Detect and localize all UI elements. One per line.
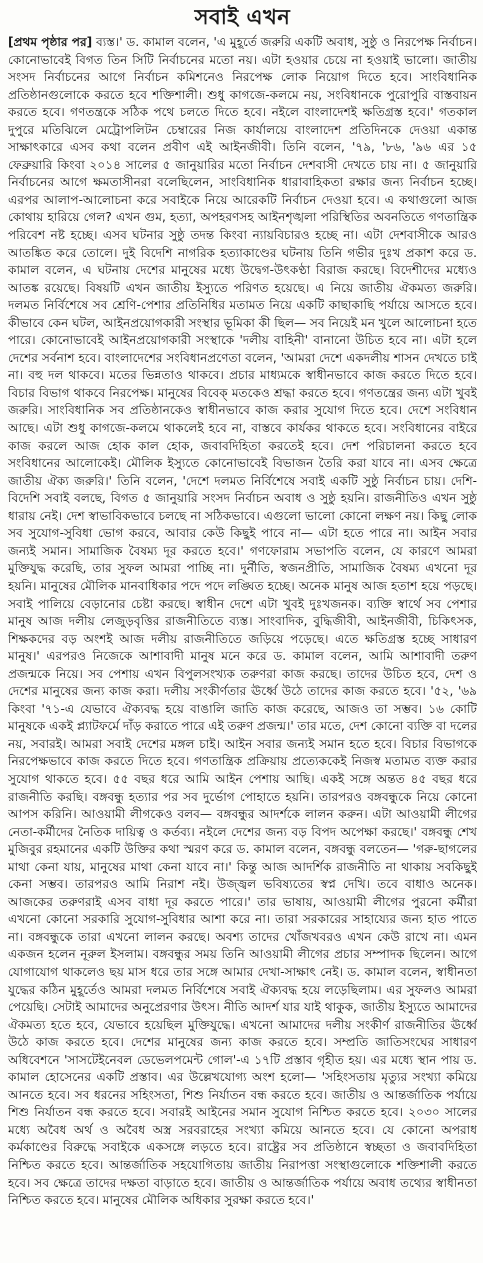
continued-tag: [প্রথম পৃষ্ঠার পর] (8, 35, 93, 49)
article-paragraph: ব্যস্ত।' ড. কামাল বলেন, 'এ মুহূর্তে জরুরি একটি অবাধ, সুষ্ঠু ও নিরপেক্ষ নির্বাচন। কোনোভাবেই বিগত তিন সিটি নির্বাচনের মতো নয়। এটা হওয়ার চেয়ে না হওয়াই ভালো। জাতীয় সংসদ নির্বাচনের আগে নির্বাচন কমিশনেও নিরপেক্ষ লোক নিয়োগ দিতে হবে। সাংবিধানিক প্রতিষ্ঠানগুলোকে করতে হবে শক্তিশালী। শুধু কাগজে-কলমে নয়, সংবিধানকে পুরোপুরি বাস্তবায়ন করতে হবে। গণতন্ত্রকে সঠিক পথে চলতে দিতে হবে। নইলে বাংলাদেশই ক্ষতিগ্রস্ত হবে।' গতকাল দুপুরে মতিঝিলে মেট্রোপলিটন চেম্বারের নিজ কার্যালয়ে বাংলাদেশ প্রতিদিনকে দেওয়া একান্ত সাক্ষাৎকারে এসব কথা বলেন প্রবীণ এই আইনজীবী। তিনি বলেন, '৭৯, '৮৬, '৯৬ এর ১৫ ফেব্রুয়ারি কিংবা ২০১৪ সালের ৫ জানুয়ারির মতো নির্বাচন দেশবাসী দেখতে চায় না। ৫ জানুয়ারি নির্বাচনের আগে ক্ষমতাসীনরা বলেছিলেন, সাংবিধানিক ধারাবাহিকতা রক্ষার জন্য নির্বাচন হচ্ছে। এরপর আলাপ-আলোচনা করে সবাইকে নিয়ে আরেকটি নির্বাচন দেওয়া হবে। এ কথাগুলো আজ কোথায় হারিয়ে গেল? এখন গুম, হত্যা, অপহরণসহ আইনশৃঙ্খলা পরিস্থিতির অবনতিতে গণতান্ত্রিক পরিবেশ নষ্ট হচ্ছে। এসব ঘটনার সুষ্ঠু তদন্ত কিংবা ন্যায়বিচারও হচ্ছে না। এটা দেশবাসীকে আরও আতঙ্কিত করে তোলে। দুই বিদেশি নাগরিক হত্যাকাণ্ডের ঘটনায় তিনি গভীর দুঃখ প্রকাশ করে ড. কামাল বলেন, এ ঘটনায় দেশের মানুষের মধ্যে উদ্বেগ-উৎকণ্ঠা বিরাজ করছে। বিদেশীদের মধ্যেও আতঙ্ক রয়েছে। বিষয়টি এখন জাতীয় ইস্যুতে পরিণত হয়েছে। এ নিয়ে জাতীয় ঐকমত্য জরুরি। দলমত নির্বিশেষে সব শ্রেণি-পেশার প্রতিনিধির মতামত নিয়ে একটি কাছাকাছি পর্যায়ে আসতে হবে। কীভাবে কেন ঘটল, আইনপ্রয়োগকারী সংস্থার ভূমিকা কী ছিল— সব নিয়েই মন খুলে আলোচনা হতে পারে। কোনোভাবেই আইনপ্রয়োগকারী সংস্থাকে 'দলীয় বাহিনী' বানানো উচিত হবে না। এটা হলে দেশের সর্বনাশ হবে। বাংলাদেশের সংবিধানপ্রণেতা বলেন, 'আমরা দেশে একদলীয় শাসন দেখতে চাই না। বহু দল থাকবে। মতের ভিন্নতাও থাকবে। প্রচার মাধ্যমকে স্বাধীনভাবে কাজ করতে দিতে হবে। বিচার বিভাগ থাকবে নিরপেক্ষ। মানুষের বিবেক্ মতকেও শ্রদ্ধা করতে হবে। গণতন্ত্রের জন্য এটা খুবই জরুরি। সাংবিধানিক সব প্রতিষ্ঠানকেও স্বাধীনভাবে কাজ করার সুযোগ দিতে হবে। দেশে সংবিধান আছে। এটা শুধু কাগজে-কলমে থাকলেই হবে না, বাস্তবে কার্যকর থাকতে হবে। সংবিধানের বাইরে কাজ করলে আজ হোক কাল হোক, জবাবদিহিতা করতেই হবে। দেশ পরিচালনা করতে হবে সংবিধানের আলোকেই। মৌলিক ইস্যুতে কোনোভাবেই বিভাজন তৈরি করা যাবে না। এসব ক্ষেত্রে জাতীয় ঐক্য জরুরি।' তিনি বলেন, 'দেশে দলমত নির্বিশেষে সবাই একটি সুষ্ঠু নির্বাচন চায়। দেশি-বিদেশি সবাই বলছে, বিগত ৫ জানুয়ারি সংসদ নির্বাচন অবাধ ও সুষ্ঠু হয়নি। রাজনীতিও এখন সুষ্ঠু ধারায় নেই। দেশ স্বাভাবিকভাবে চলছে না সঠিকভাবে। এগুলো ভালো কোনো লক্ষণ নয়। কিছু লোক সব সুযোগ-সুবিধা ভোগ করবে, আবার কেউ কিছুই পাবে না— এটা হতে পারে না। আইন সবার জন্যই সমান। সামাজিক বৈষম্য দূর করতে হবে।' গণফোরাম সভাপতি বলেন, যে কারণে আমরা মুক্তিযুদ্ধ করেছি, তার সুফল আমরা পাচ্ছি না। দুর্নীতি, স্বজনপ্রীতি, সামাজিক বৈষম্য এখনো দূর হয়নি। মানুষের মৌলিক মানবাধিকার পদে পদে লঙ্ঘিত হচ্ছে। অনেক মানুষ আজ হতাশ হয়ে পড়ছে। সবাই পালিয়ে বেড়ানোর চেষ্টা করছে। স্বাধীন দেশে এটা খুবই দুঃখজনক। ব্যক্তি স্বার্থে সব পেশার মানুষ আজ দলীয় লেজুড়বৃত্তির রাজনীতিতে ব্যস্ত। সাংবাদিক, বুদ্ধিজীবী, আইনজীবী, চিকিৎসক, শিক্ষকদের বড় অংশই আজ দলীয় রাজনীতিতে জড়িয়ে পড়েছে। এতে ক্ষতিগ্রস্ত হচ্ছে সাধারণ মানুষ।' এরপরও নিজেকে আশাবাদী মানুষ মনে করে ড. কামাল বলেন, আমি আশাবাদী তরুণ প্রজন্মকে নিয়ে। সব পেশায় এখন বিপুলসংখ্যক তরুণরা কাজ করছে। তাদের উচিত হবে, দেশ ও দেশের মানুষের জন্য কাজ করা। দলীয় সংকীর্ণতার ঊর্ধ্বে উঠে তাদের কাজ করতে হবে। '৫২, '৬৯ কিংবা '৭১-এ যেভাবে ঐক্যবদ্ধ হয়ে বাঙালি জাতি কাজ করেছে, আজও তা সম্ভব। ১৬ কোটি মানুষকে একই প্ল্যাটফর্মে দাঁড় করাতে পারে এই তরুণ প্রজন্ম।' তার মতে, দেশ কোনো ব্যক্তি বা দলের নয়, সবারই। আমরা সবাই দেশের মঙ্গল চাই। আইন সবার জন্যই সমান হতে হবে। বিচার বিভাগকে নিরপেক্ষভাবে কাজ করতে দিতে হবে। গণতান্ত্রিক প্রক্রিয়ায় প্রত্যেককেই নিজস্ব মতামত ব্যক্ত করার সুযোগ থাকতে হবে। ৫৫ বছর ধরে আমি আইন পেশায় আছি। একই সঙ্গে অন্তত ৪৫ বছর ধরে রাজনীতি করছি। বঙ্গবন্ধু হত্যার পর সব দুর্ভোগ পোহাতে হয়নি। তারপরও বঙ্গবন্ধুকে নিয়ে কোনো আপস করিনি। আওয়ামী লীগকেও বলব— বঙ্গবন্ধুর আদর্শকে লালন করুন। এটা আওয়ামী লীগের নেতা-কর্মীদের নৈতিক দায়িত্ব ও কর্তব্য। নইলে দেশের জন্য বড় বিপদ অপেক্ষা করছে।' বঙ্গবন্ধু শেখ মুজিবুর রহমানের একটি উক্তির কথা স্মরণ করে ড. কামাল বলেন, বঙ্গবন্ধু বলতেন— 'গরু-ছাগলের মাথা কেনা যায়, মানুষের মাথা কেনা যাবে না।' কিন্তু আজ আদর্শিক রাজনীতি না থাকায় সবকিছুই কেনা সম্ভব। তারপরও আমি নিরাশ নই। উজ্জ্বল ভবিষ্যতের স্বপ্ন দেখি। তবে বাধাও অনেক। আজকের তরুণরাই এসব বাধা দূর করতে পারে।' তার ভাষায়, আওয়ামী লীগের পুরনো কর্মীরা এখনো কোনো সরকারি সুযোগ-সুবিধার আশা করে না। তারা সরকারের সাহায্যের জন্য হাত পাতে না। বঙ্গবন্ধুকে তারা এখনো লালন করছে। অবশ্য তাদের খোঁজখবরও এখন কেউ রাখে না। এমন একজন হলেন নূরুল ইসলাম। বঙ্গবন্ধুর সময় তিনি আওয়ামী লীগের প্রচার সম্পাদক ছিলেন। আগে যোগাযোগ থাকলেও ছয় মাস ধরে তার সঙ্গে আমার দেখা-সাক্ষাৎ নেই। ড. কামাল বলেন, স্বাধীনতা যুদ্ধের কঠিন মুহূর্তেও আমরা দলমত নির্বিশেষে সবাই ঐক্যবদ্ধ হয়ে লড়েছিলাম। এর সুফলও আমরা পেয়েছি। সেটাই আমাদের অনুপ্রেরণার উৎস। নীতি আদর্শ যার যাই থাকুক, জাতীয় ইস্যুতে আমাদের ঐকমত্য হতে হবে, যেভাবে হয়েছিল মুক্তিযুদ্ধে। এখনো আমাদের দলীয় সংকীর্ণ রাজনীতির ঊর্ধ্বে উঠে কাজ করতে হবে। দেশের মানুষের জন্য কাজ করতে হবে। সম্প্রতি জাতিসংঘের সাধারণ অধিবেশনে 'সাসটেইনেবল ডেভেলপমেন্ট গোল'-এ ১৭টি প্রস্তাব গৃহীত হয়। এর মধ্যে স্থান পায় ড. কামাল হোসেনের একটি প্রস্তাব। এর উল্লেখযোগ্য অংশ হলো— 'সহিংসতায় মৃত্যুর সংখ্যা কমিয়ে আনতে হবে। সব ধরনের সহিংসতা, শিশু নির্যাতন বন্ধ করতে হবে। জাতীয় ও আন্তর্জাতিক পর্যায়ে শিশু নির্যাতন বন্ধ করতে হবে। সবারই আইনের সমান সুযোগ নিশ্চিত করতে হবে। ২০৩০ সালের মধ্যে অবৈধ অর্থ ও অবৈধ অস্ত্র সরবরাহের সংখ্যা কমিয়ে আনতে হবে। যে কোনো অপরাধ কর্মকাণ্ডের বিরুদ্ধে সবাইকে একসঙ্গে লড়তে হবে। রাষ্ট্রের সব প্রতিষ্ঠানে স্বচ্ছতা ও জবাবদিহিতা নিশ্চিত করতে হবে। আন্তর্জাতিক সহযোগিতায় জাতীয় নিরাপত্তা সংস্থাগুলোকে শক্তিশালী করতে হবে। সব ক্ষেত্রে তাদের দক্ষতা বাড়াতে হবে। জাতীয় ও আন্তর্জাতিক পর্যায়ে অবাধ তথ্যের স্বাধীনতা নিশ্চিত করতে হবে। মানুষের মৌলিক অধিকার সুরক্ষা করতে হবে।' (8, 35, 477, 1208)
headline: সবাই এখন (194, 5, 291, 29)
article-body (8, 34, 477, 1258)
